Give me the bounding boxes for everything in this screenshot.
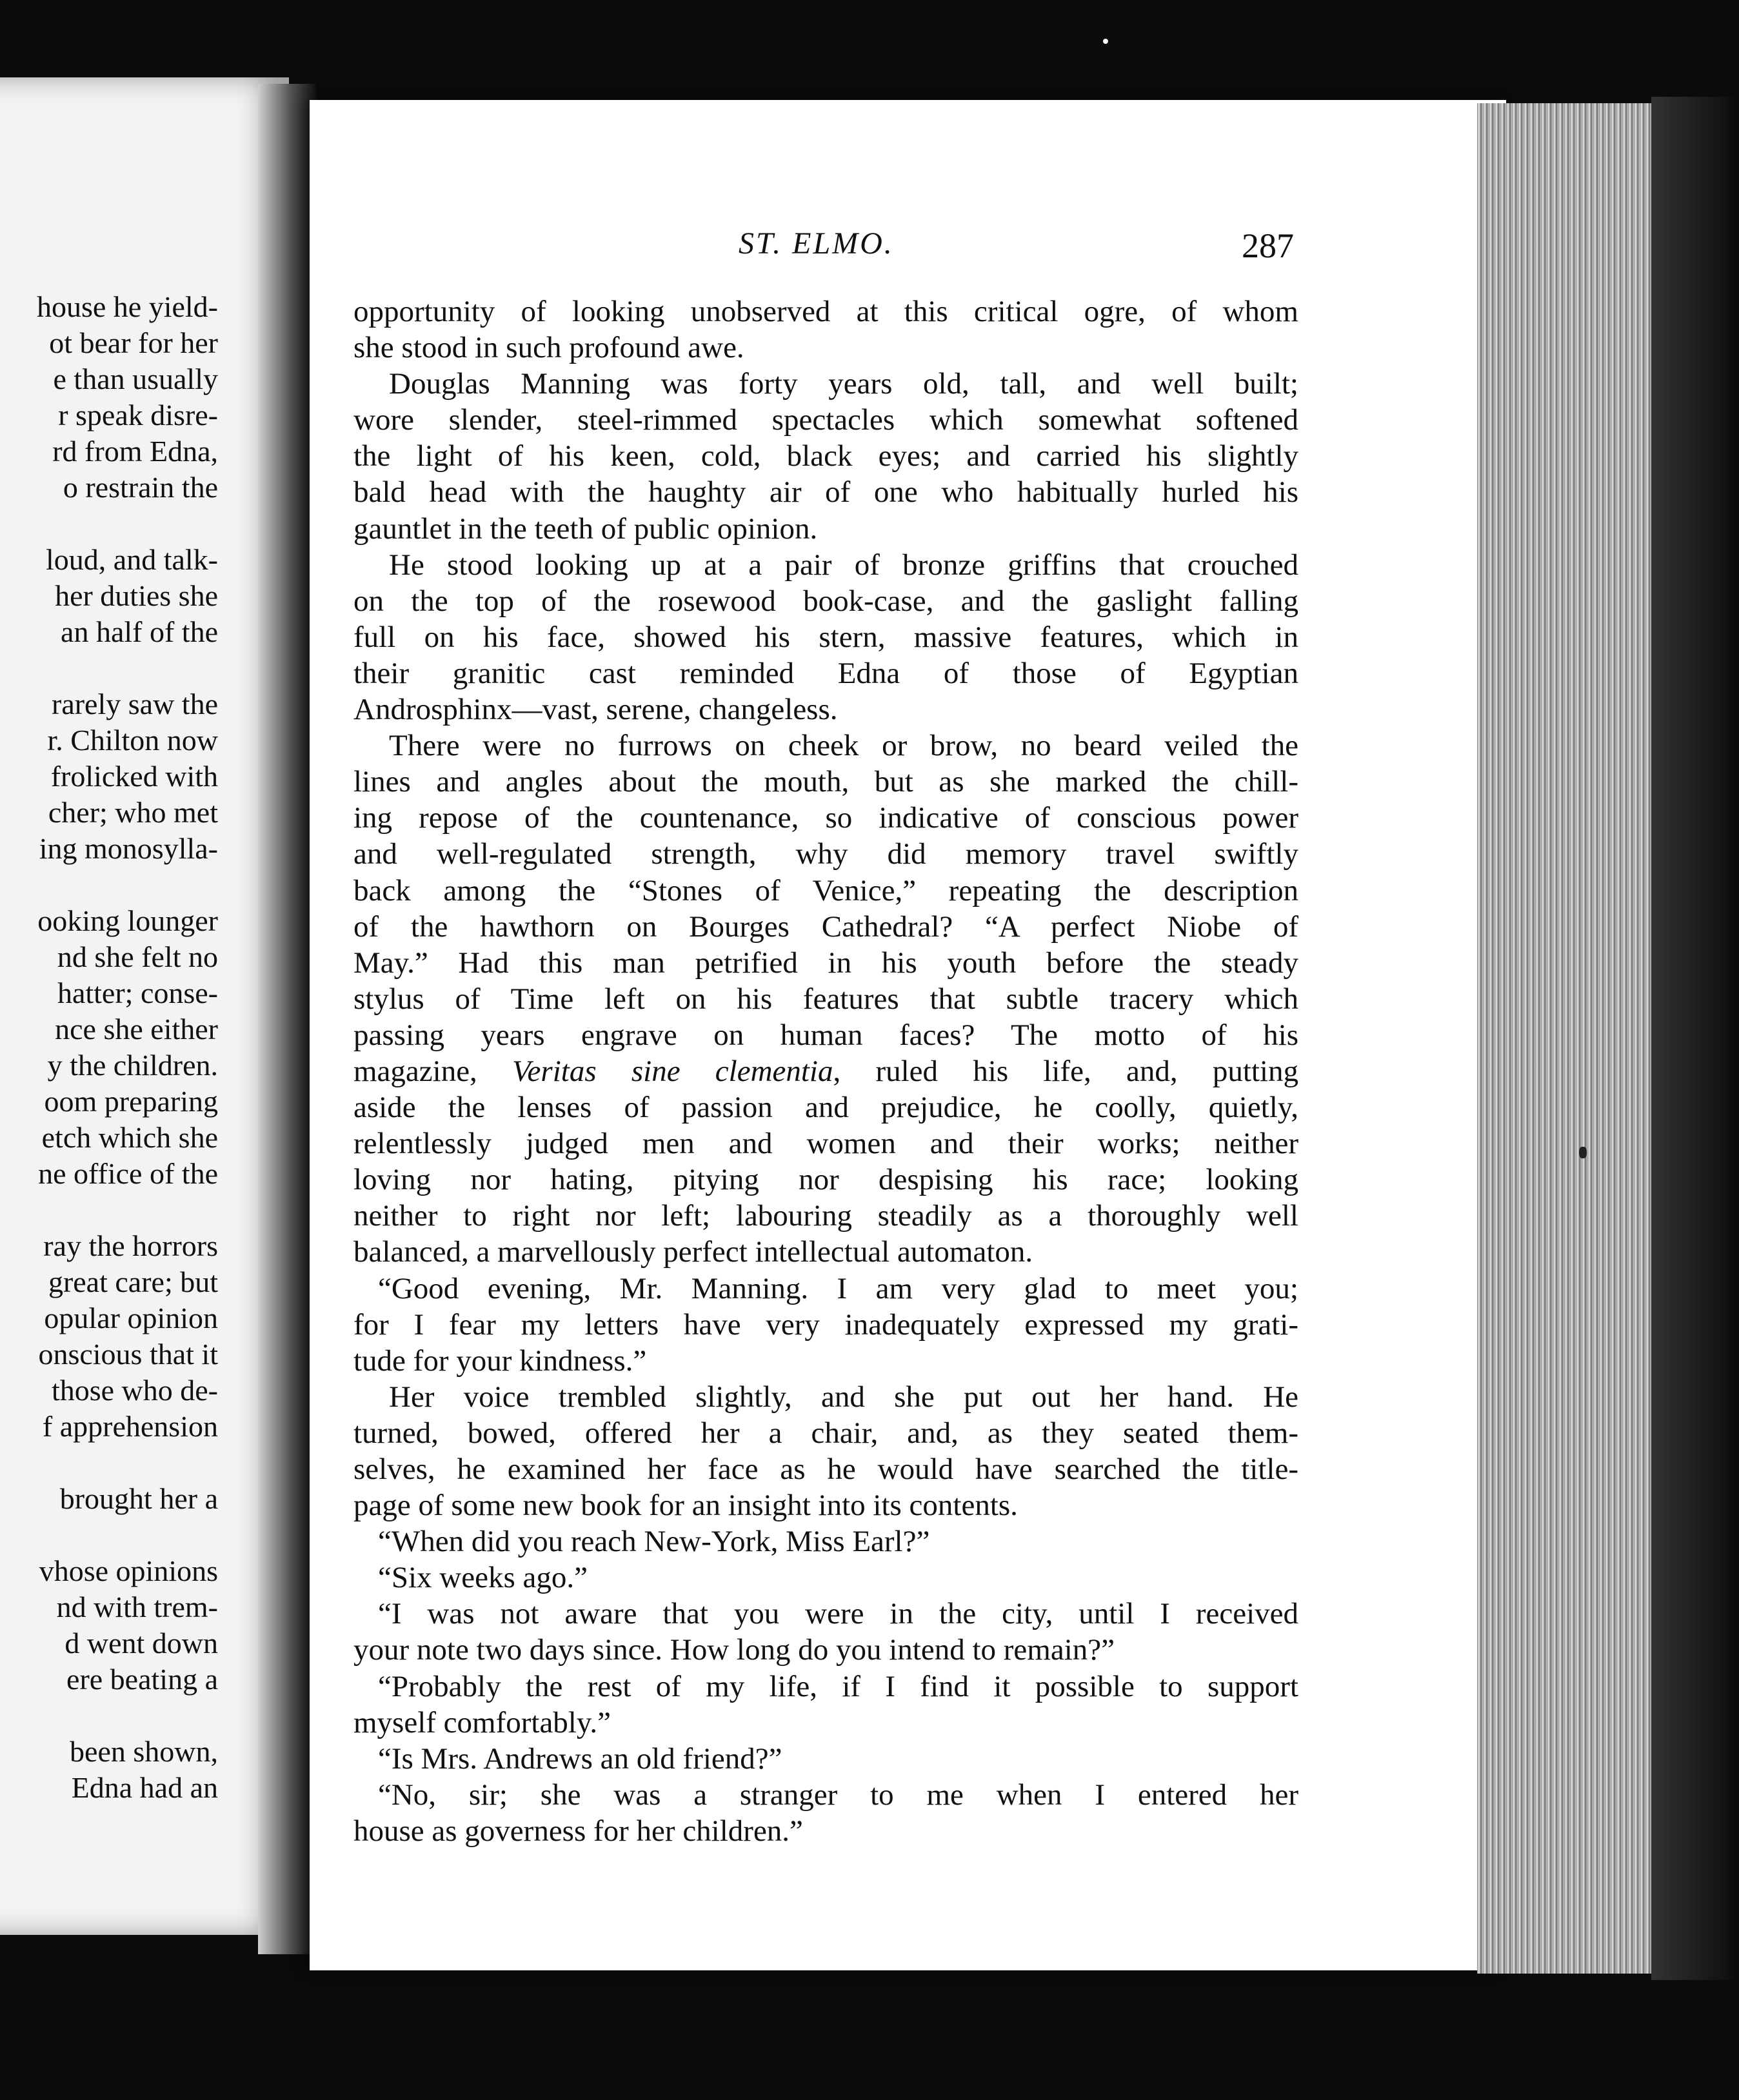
text-line: May.” Had this man petrified in his youth before the steady (353, 946, 1298, 980)
left-page-line: hatter; conse- (57, 976, 218, 1009)
text-line: page of some new book for an insight into its contents. (353, 1489, 1018, 1523)
text-line: full on his face, showed his stern, massive features, which in (353, 620, 1298, 654)
left-page-line: f apprehension (42, 1410, 218, 1443)
left-page-line: r. Chilton now (47, 724, 218, 757)
text-line: wore slender, steel-rimmed spectacles which somewhat softened (353, 403, 1298, 437)
left-page-line: opular opinion (44, 1302, 218, 1334)
left-page-line: oom preparing (44, 1085, 218, 1118)
left-page-line: ray the horrors (43, 1229, 218, 1262)
text-line: Her voice trembled slightly, and she put out her hand. He (389, 1380, 1298, 1414)
text-line: your note two days since. How long do you intend to remain?” (353, 1633, 1115, 1667)
text-line: opportunity of looking unobserved at this critical ogre, of whom (353, 295, 1298, 328)
text-line: “I was not aware that you were in the city, until I received (378, 1597, 1298, 1631)
left-page-line: nd with trem- (56, 1590, 218, 1623)
text-line: “Six weeks ago.” (378, 1561, 588, 1595)
text-line: the light of his keen, cold, black eyes; and carried his slightly (353, 439, 1298, 473)
text-line: their granitic cast reminded Edna of those of Egyptian (353, 656, 1298, 690)
left-page-line: etch which she (41, 1121, 218, 1154)
text-line: “Probably the rest of my life, if I find it possible to support (378, 1669, 1298, 1703)
page-body-text (353, 293, 1298, 1849)
book-gutter (258, 84, 316, 1954)
left-page-line: nd she felt no (57, 940, 218, 973)
text-line: “Is Mrs. Andrews an old friend?” (378, 1741, 782, 1776)
text-line: “No, sir; she was a stranger to me when I entered her (378, 1778, 1298, 1812)
text-line: and well-regulated strength, why did memory travel swiftly (353, 837, 1298, 871)
text-line: Douglas Manning was forty years old, tall, and well built; (389, 367, 1298, 401)
left-page-line: Edna had an (71, 1771, 218, 1804)
page-edges (1477, 103, 1664, 1974)
text-line: stylus of Time left on his features that subtle tracery which (353, 982, 1298, 1016)
text-line: turned, bowed, offered her a chair, and, as they seated them- (353, 1416, 1298, 1450)
text-line: aside the lenses of passion and prejudice, he coolly, quietly, (353, 1091, 1298, 1125)
page-edge-shadow (1651, 97, 1739, 1980)
left-page-line: house he yield- (36, 290, 218, 323)
left-page-line: onscious that it (38, 1338, 218, 1371)
margin-mark (1579, 1147, 1587, 1158)
text-line: myself comfortably.” (353, 1705, 611, 1739)
left-page-line: d went down (65, 1627, 218, 1659)
scan-speck (1103, 39, 1108, 44)
left-page-line: e than usually (53, 362, 218, 395)
text-line: “When did you reach New-York, Miss Earl?” (378, 1525, 930, 1559)
left-page-line: y the children. (47, 1049, 218, 1082)
text-line: “Good evening, Mr. Manning. I am very glad to meet you; (378, 1271, 1298, 1305)
left-page-line: frolicked with (50, 760, 218, 793)
text-line: for I fear my letters have very inadequately expressed my grati- (353, 1307, 1298, 1342)
text-line: He stood looking up at a pair of bronze griffins that crouched (389, 548, 1298, 582)
left-page-line: those who de- (51, 1374, 218, 1407)
text-line: passing years engrave on human faces? The motto of his (353, 1018, 1298, 1052)
text-line: lines and angles about the mouth, but as she marked the chill- (353, 765, 1298, 799)
left-page-line: vhose opinions (39, 1554, 218, 1587)
text-line: of the hawthorn on Bourges Cathedral? “A perfect Niobe of (353, 909, 1298, 944)
left-page-line: brought her a (59, 1482, 218, 1515)
left-page-line: cher; who met (48, 796, 218, 829)
left-page-line: been shown, (70, 1735, 218, 1768)
left-page-line: ooking lounger (37, 904, 218, 937)
text-line: Androsphinx—vast, serene, changeless. (353, 693, 838, 727)
left-page-line: r speak disre- (58, 399, 218, 431)
left-page-line: an half of the (61, 615, 218, 648)
text-line: selves, he examined her face as he would have searched the title- (353, 1452, 1298, 1486)
left-page-line: rarely saw the (52, 688, 218, 720)
text-line: bald head with the haughty air of one who habitually hurled his (353, 475, 1298, 510)
text-line: on the top of the rosewood book-case, and the gaslight falling (353, 584, 1298, 618)
left-page-line: loud, and talk- (46, 543, 218, 576)
text-line: house as governess for her children.” (353, 1814, 803, 1848)
left-page-line: ot bear for her (49, 326, 218, 359)
page-header (0, 226, 1739, 264)
text-line: There were no furrows on cheek or brow, no beard veiled the (389, 729, 1298, 763)
left-page-line: nce she either (55, 1013, 218, 1045)
text-line: relentlessly judged men and women and their works; neither (353, 1127, 1298, 1161)
text-line: loving nor hating, pitying nor despising his race; looking (353, 1163, 1298, 1197)
text-line: she stood in such profound awe. (353, 331, 744, 365)
text-line: magazine, Veritas sine clementia, ruled his life, and, putting (353, 1054, 1298, 1088)
text-line: back among the “Stones of Venice,” repeating the description (353, 873, 1298, 907)
left-page-fragment (0, 77, 289, 1935)
left-page-line: rd from Edna, (52, 435, 218, 468)
left-page-line: ing monosylla- (39, 832, 218, 865)
left-page-line: ere beating a (66, 1663, 218, 1696)
running-head: ST. ELMO. (739, 226, 894, 261)
left-page-line: her duties she (55, 579, 218, 612)
left-page-line: o restrain the (63, 471, 218, 504)
left-page-line: great care; but (48, 1265, 218, 1298)
italic-motto: Veritas sine clementia (512, 1054, 833, 1088)
left-page-line: ne office of the (38, 1157, 218, 1190)
text-line: neither to right nor left; labouring steadily as a thoroughly well (353, 1199, 1298, 1233)
text-line: ing repose of the countenance, so indicative of conscious power (353, 801, 1298, 835)
text-line: gauntlet in the teeth of public opinion. (353, 511, 818, 546)
text-line: balanced, a marvellously perfect intellectual automaton. (353, 1235, 1033, 1269)
page-number: 287 (1242, 226, 1294, 265)
text-line: tude for your kindness.” (353, 1343, 647, 1378)
